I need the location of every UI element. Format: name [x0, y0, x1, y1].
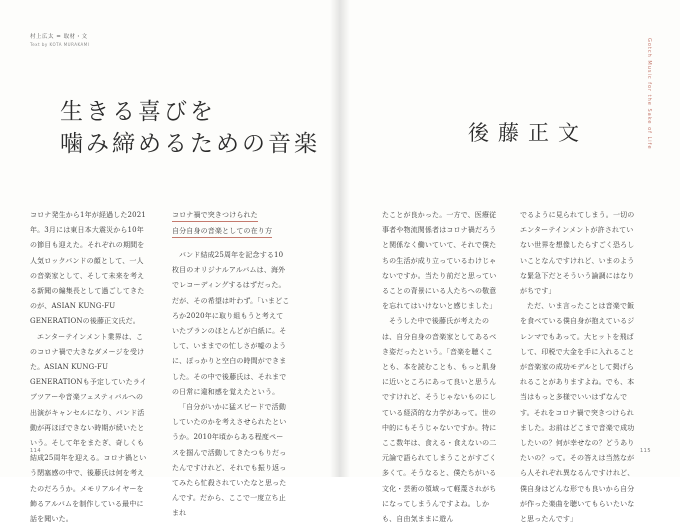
title-line-1: 生きる喜びを	[60, 99, 216, 125]
subheading	[172, 208, 290, 240]
column-1	[30, 208, 148, 527]
paragraph: たことが良かった。一方で、医療従事者や物流関係者はコロナ禍だろうと関係なく働いていて、それで僕たちの生活が成り立っているわけじゃないですか。当たり前だと思っていることの背景にいる人たちへの敬意を忘れてはいけないと感じました」	[382, 211, 497, 311]
page-number-right: 115	[640, 448, 652, 454]
subheading-line-2: 自分自身の音楽としての在り方	[172, 225, 272, 238]
article-title	[60, 96, 320, 160]
side-label: Gotch Music for the Sake of Life	[646, 38, 652, 150]
paragraph: でるように見られてしまう。一切のエンターテインメントが許されていない世界を想像したらすごく恐ろしいことなんですけれど、いまのような緊急下だとそういう論調にはなりがちです」	[520, 211, 635, 296]
column-4	[520, 208, 638, 527]
author-name: 後藤正文	[468, 121, 588, 145]
page-number-left: 114	[30, 448, 42, 454]
page-gutter	[330, 0, 350, 477]
column-3	[382, 208, 500, 527]
paragraph: ただ、いま言ったことは音楽で飯を食べている僕自身が抱えているジレンマでもあって。大ヒットを飛ばして、印税で大金を手に入れることが音楽家の成功モデルとして掲げられることがありますよね。でも、本当はもっと多様でいいはずなんです。それをコロナ禍で突きつけられました。お前はどこまで音楽で成功したいの？何が幸せなの？どうありたいの？って。その答えは当然ながら人それぞれ異なるんですけれど、僕自身はどんな形でも良いから自分が作った楽曲を聴いてもらいたいなと思ったんです」	[520, 302, 635, 524]
credit-english: Text by KOTA MURAKAMI	[30, 42, 90, 47]
column-2	[172, 208, 290, 522]
paragraph: コロナ発生から1年が経過した2021年。3月には東日本大震災から10年の節目も迎えた。それぞれの期間を人気ロックバンドの顔として、一人の音楽家として、そして未来を考える新聞の編集長として過ごしてきたのが、ASIAN KUNG-FU GENERATIONの後藤正文氏だ。	[30, 211, 146, 326]
paragraph: エンターテインメント業界は、このコロナ禍で大きなダメージを受けた。ASIAN KUNG-FU GENERATIONも予定していたライブツアーや音楽フェスティバルへの出演がキャンセルになり、バンド活動が再ほぼできない時期が続いたという。そして年をまたぎ、奇しくも結成25周年を迎える。コロナ禍という閉塞感の中で、後藤氏は何を考えたのだろうか。メモリアルイヤーを飾るアルバムを制作している最中に話を聞いた。	[30, 332, 147, 524]
paragraph: そうした中で後藤氏が考えたのは、自分自身の音楽家としてあるべき姿だったという。「音楽を聴くことも、本を読むことも、もっと肌身に近いところにあって良いと思うんですけれど、そうじゃないものにしている経済的な力学があって。世の中的にもそうじゃないですか。特にここ数年は、食える・食えないの二元論で語られてしまうことがすごく多くて。そうなると、僕たちがいる文化・芸術の領域って軽蔑されがちになってしまうんですよね。しかも、自由気ままに遊ん	[382, 317, 497, 524]
subheading-line-1: コロナ禍で突きつけられた	[172, 209, 258, 222]
title-line-2: 噛み締めるための音楽	[60, 131, 320, 157]
credit-name: 村上広太 = 取材・文	[30, 34, 88, 40]
paragraph: バンド結成25周年を記念する10枚目のオリジナルアルバムは、海外でレコーディングするはずだった。だが、その希望は叶わず。「いまどころか2020年に取り組もうと考えていたプランのほとんどが白紙に。そして、いままでの忙しさが嘘のように、ぽっかりと空白の時間ができました。その中で後藤氏は、それまでの日常に違和感を覚えたという。	[172, 251, 290, 396]
paragraph: 「自分がいかに猛スピードで活動していたのかを考えさせられたというか。2010年頃からある程度ペースを掴んで活動してきたつもりだったんですけれど、それでも振り返ってみたら忙殺されていたなと思ったんです。だから、ここで一度立ち止まれ	[172, 403, 287, 518]
credit	[30, 32, 89, 47]
